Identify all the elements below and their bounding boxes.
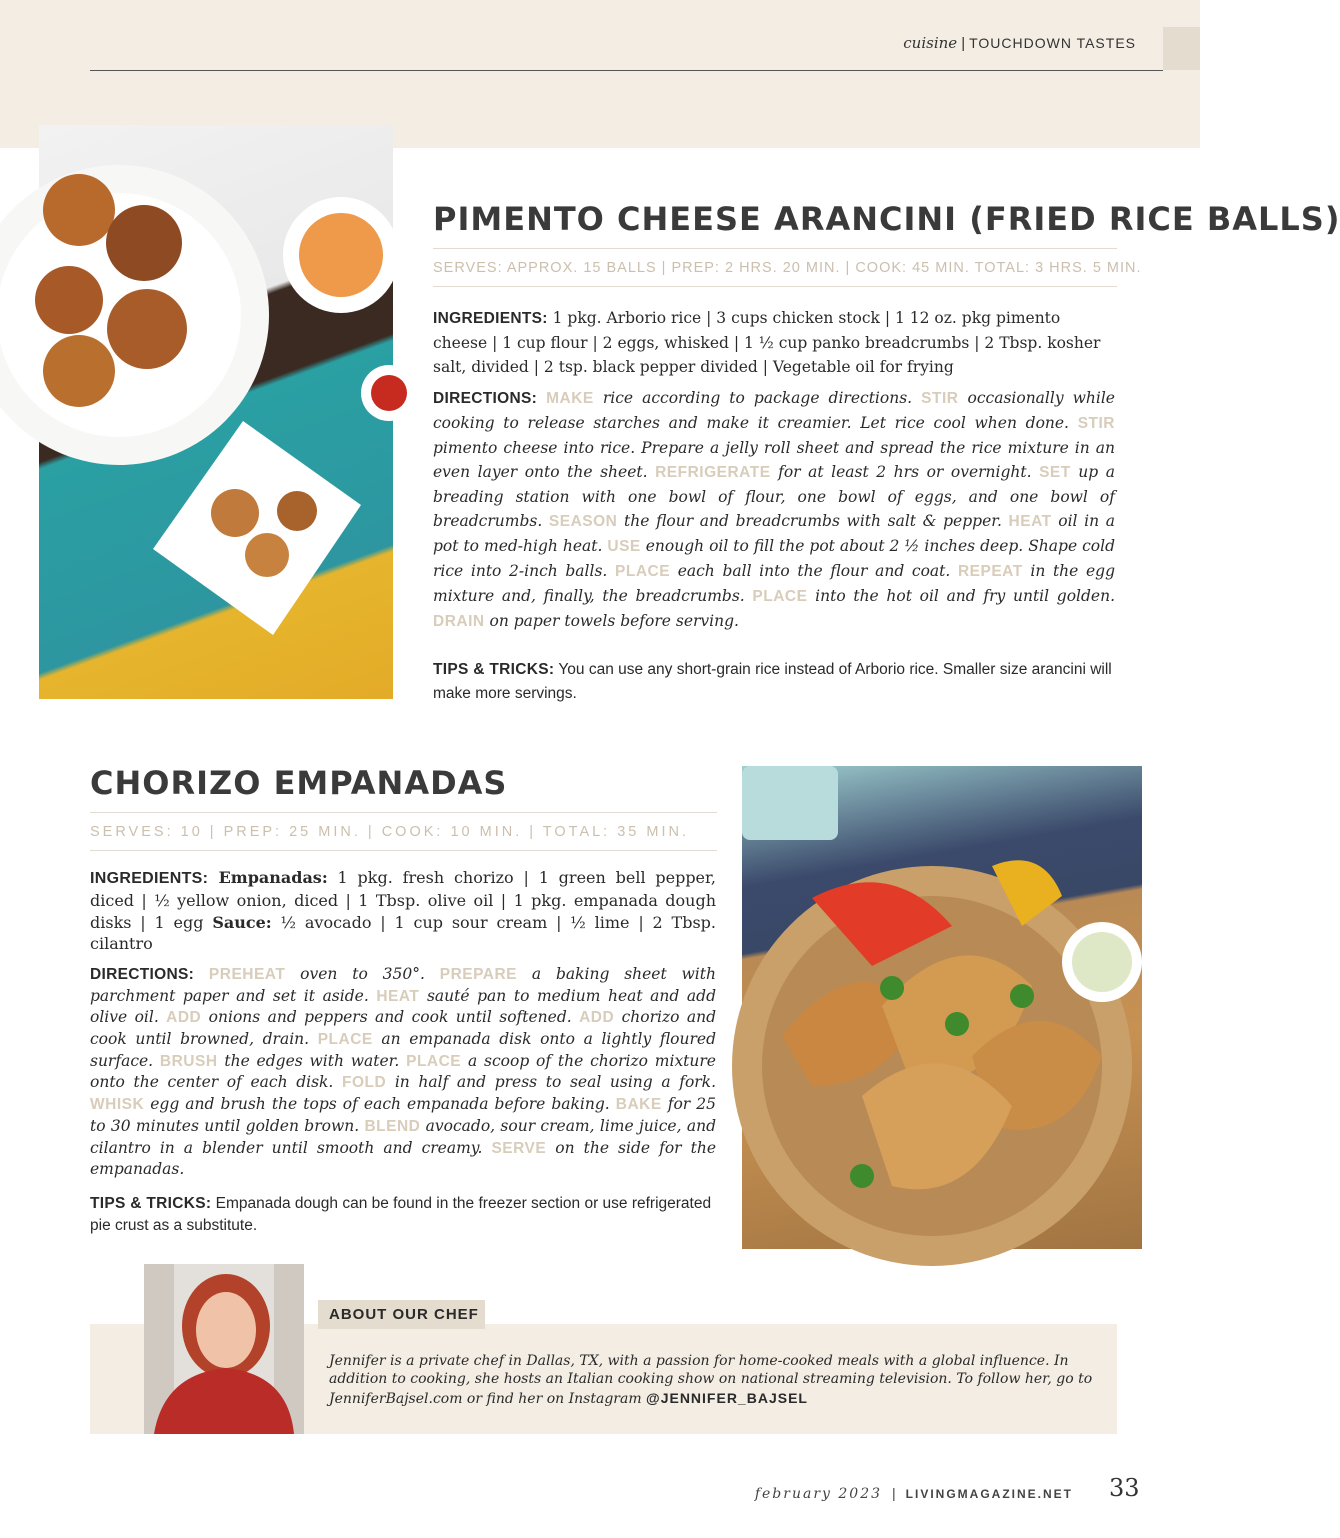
chef-portrait <box>144 1264 304 1434</box>
step-text: enough oil to fill the pot about 2 ½ inches deep. Shape cold rice into 2-inch balls. <box>433 537 1115 581</box>
step-keyword: REPEAT <box>957 563 1023 581</box>
section-title: TOUCHDOWN TASTES <box>969 35 1136 51</box>
step-text: up a breading station with one bowl of flour, one bowl of eggs, and one bowl of breadcrumbs. <box>433 463 1115 531</box>
step-keyword: SET <box>1039 464 1071 482</box>
directions-block <box>90 964 716 1181</box>
section-tab <box>1163 27 1200 70</box>
step-keyword: HEAT <box>376 987 420 1005</box>
step-keyword: DRAIN <box>433 613 485 631</box>
step-text: chorizo and cook until browned, drain. <box>90 1008 717 1049</box>
step-text: avocado, sour cream, lime juice, and cilantro in a blender until smooth and creamy. <box>90 1116 716 1157</box>
ingredients-list: 1 pkg. fresh chorizo | 1 green bell pepper, diced | ½ yellow onion, diced | 1 Tbsp. olive oil | 1 pkg. empanada dough disks | 1 egg <box>90 868 717 932</box>
step-text: the edges with water. <box>217 1051 407 1070</box>
title-rule <box>90 812 717 813</box>
step-keyword: SERVE <box>491 1139 547 1157</box>
step-keyword: FOLD <box>342 1074 387 1092</box>
step-text: a baking sheet with parchment paper and set it aside. <box>90 965 716 1005</box>
step-keyword: STIR <box>1077 415 1115 433</box>
step-text: onions and peppers and cook until softened. <box>201 1008 580 1027</box>
step-keyword: PREHEAT <box>208 966 286 983</box>
directions-block <box>433 386 1115 634</box>
recipe-meta: SERVES: APPROX. 15 BALLS | PREP: 2 HRS. 20 MIN. | COOK: 45 MIN. TOTAL: 3 HRS. 5 MIN. <box>433 260 1142 276</box>
recipe-title: CHORIZO EMPANADAS <box>90 764 508 802</box>
ingredients-block <box>433 306 1115 379</box>
step-text: rice according to package directions. <box>593 389 922 407</box>
step-text: oil in a pot to med-high heat. <box>433 512 1115 556</box>
page-footer <box>755 1485 1073 1502</box>
tips-label: TIPS & TRICKS: <box>433 661 555 678</box>
step-text: oven to 350°. <box>285 965 440 983</box>
chef-illustration <box>144 1264 304 1434</box>
ingredients-list: 1 pkg. Arborio rice | 3 cups chicken stock | 1 12 oz. pkg pimento cheese | 1 cup flour | 2 eggs, whisked | 1 ½ cup panko breadcrumbs | 2 Tbsp. kosher salt, divided | 2 tsp. black pepper divided | Vegetable oil for frying <box>433 309 1101 377</box>
step-keyword: USE <box>607 538 641 556</box>
section-name: cuisine <box>903 34 958 52</box>
step-text: an empanada disk onto a lightly floured surface. <box>90 1030 716 1070</box>
step-keyword: BAKE <box>615 1096 662 1114</box>
page-number: 33 <box>1109 1474 1140 1502</box>
directions-label: DIRECTIONS: <box>90 966 195 983</box>
chef-bio <box>329 1352 1109 1408</box>
step-keyword: PLACE <box>752 588 808 606</box>
step-keyword: SEASON <box>548 513 618 531</box>
ingredients-subhead: Sauce: <box>212 912 272 932</box>
step-text: a scoop of the chorizo mixture onto the center of each disk. <box>90 1051 716 1092</box>
step-text: in half and press to seal using a fork. <box>386 1073 716 1092</box>
tips-text: You can use any short-grain rice instead of Arborio rice. Smaller size arancini will make more servings. <box>433 661 1112 703</box>
ingredients-label: INGREDIENTS: <box>433 310 548 327</box>
step-keyword: PLACE <box>406 1052 462 1070</box>
step-keyword: STIR <box>921 390 959 407</box>
ingredients-block <box>90 867 716 955</box>
step-keyword: BRUSH <box>159 1052 218 1070</box>
meta-rule <box>90 850 717 851</box>
chef-bio-text: Jennifer is a private chef in Dallas, TX, with a passion for home-cooked meals with a global influence. In addition to cooking, she hosts an Italian cooking show on national streaming television. To follow her, go to JenniferBajsel.com or find her on Instagram <box>329 1353 1093 1407</box>
header-rule <box>90 70 1163 71</box>
ingredients-list: ½ avocado | 1 cup sour cream | ½ lime | 2 Tbsp. cilantro <box>90 912 717 954</box>
step-text: sauté pan to medium heat and add olive oil. <box>90 986 716 1027</box>
step-keyword: HEAT <box>1008 513 1052 531</box>
step-text: on the side for the empanadas. <box>90 1138 716 1179</box>
empanadas-illustration <box>742 766 1142 1249</box>
step-text: occasionally while cooking to release starches and make it creamier. Let rice cool when done. <box>433 389 1115 433</box>
ingredients-subhead: Empanadas: <box>208 868 328 887</box>
empanadas-photo <box>742 766 1142 1249</box>
step-keyword: REFRIGERATE <box>655 464 771 482</box>
tips-block <box>433 658 1115 706</box>
tips-block <box>90 1193 716 1238</box>
tips-label: TIPS & TRICKS: <box>90 1195 212 1212</box>
step-keyword: BLEND <box>364 1117 421 1135</box>
arancini-photo <box>39 125 393 699</box>
recipe-title: PIMENTO CHEESE ARANCINI (FRIED RICE BALLS) <box>433 200 1340 238</box>
step-keyword: PREPARE <box>439 966 518 983</box>
step-text: into the hot oil and fry until golden. <box>807 587 1115 606</box>
issue-date: february 2023 <box>754 1486 883 1502</box>
footer-separator: | <box>892 1485 896 1501</box>
step-keyword: MAKE <box>546 390 594 407</box>
step-text: for at least 2 hrs or overnight. <box>770 463 1040 482</box>
step-keyword: PLACE <box>317 1031 373 1049</box>
step-keyword: ADD <box>579 1009 615 1027</box>
step-text: egg and brush the tops of each empanada before baking. <box>144 1095 616 1114</box>
running-header <box>903 34 1136 52</box>
step-text: for 25 to 30 minutes until golden brown. <box>90 1095 716 1135</box>
recipe-meta: SERVES: 10 | PREP: 25 MIN. | COOK: 10 MIN. | TOTAL: 35 MIN. <box>90 824 690 840</box>
directions-label: DIRECTIONS: <box>433 390 538 407</box>
instagram-handle[interactable]: @JENNIFER_BAJSEL <box>646 1389 808 1406</box>
step-keyword: WHISK <box>90 1096 145 1114</box>
tips-text: Empanada dough can be found in the freezer section or use refrigerated pie crust as a substitute. <box>90 1195 712 1235</box>
about-chef-heading: ABOUT OUR CHEF <box>318 1300 485 1329</box>
step-text: in the egg mixture and, finally, the breadcrumbs. <box>433 562 1116 606</box>
step-keyword: PLACE <box>615 563 671 581</box>
meta-rule <box>433 286 1117 287</box>
step-text: pimento cheese into rice. Prepare a jelly roll sheet and spread the rice mixture in an even layer onto the sheet. <box>433 439 1115 482</box>
site-link[interactable]: LIVINGMAGAZINE.NET <box>905 1487 1073 1501</box>
step-text: each ball into the flour and coat. <box>670 562 958 581</box>
step-text: the flour and breadcrumbs with salt & pepper. <box>617 512 1009 531</box>
ingredients-label: INGREDIENTS: <box>90 870 209 887</box>
header-separator: | <box>961 35 966 52</box>
step-keyword: ADD <box>166 1009 202 1027</box>
title-rule <box>433 248 1117 249</box>
step-text: on paper towels before serving. <box>484 612 739 631</box>
arancini-illustration <box>39 125 393 699</box>
